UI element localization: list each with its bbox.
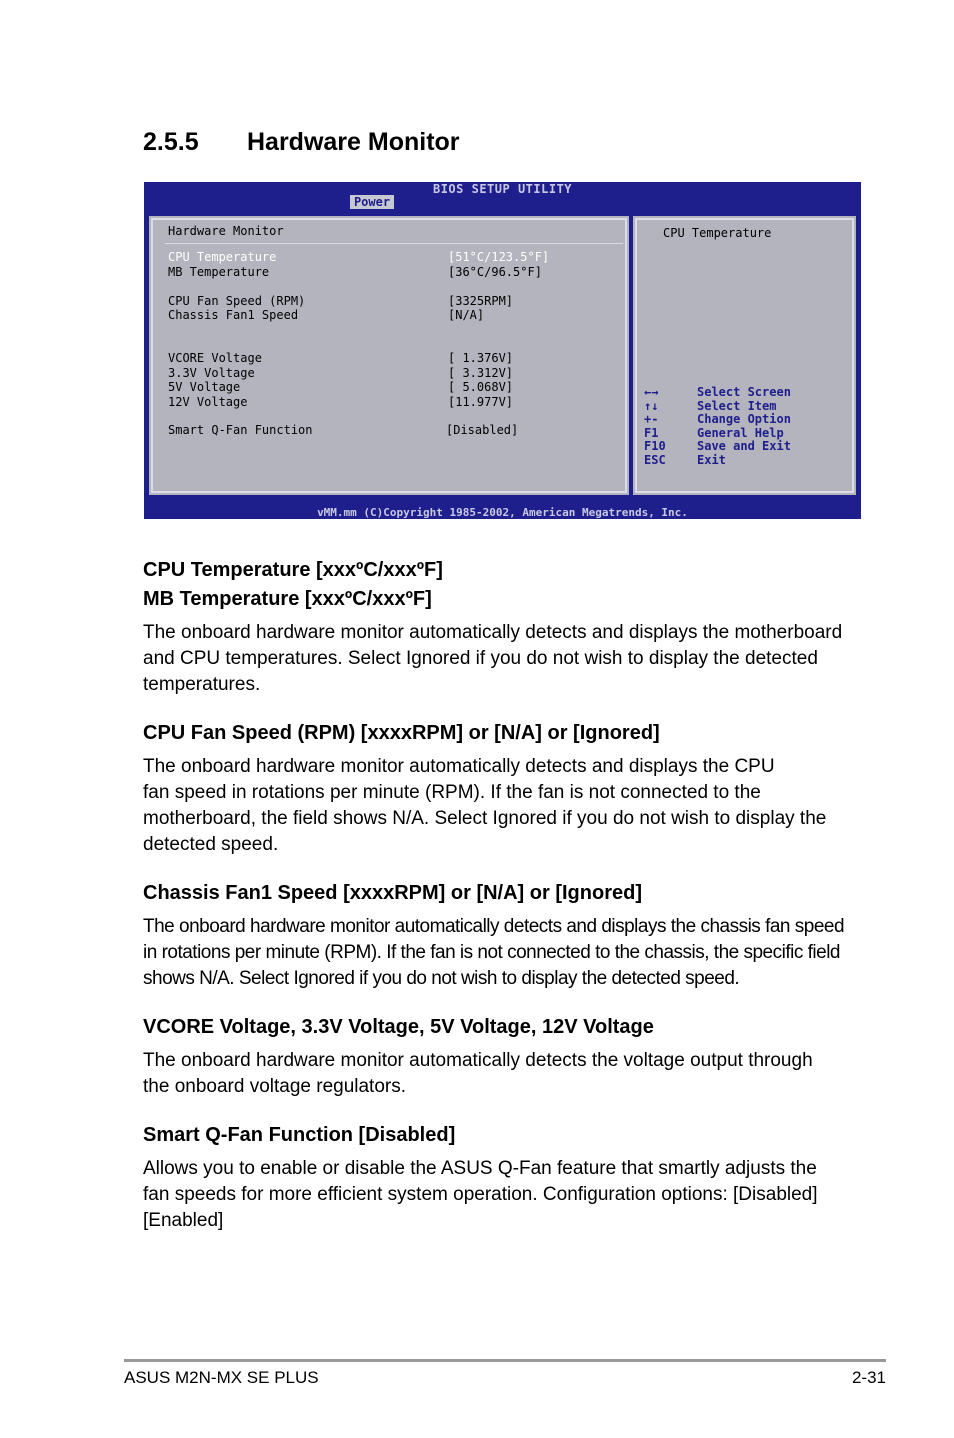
bios-title: BIOS SETUP UTILITY	[432, 182, 573, 196]
bios-key-select-item: ↑↓ Select Item	[644, 398, 777, 413]
bios-row-mb-temperature: MB Temperature [36°C/96.5°F]	[168, 264, 542, 279]
bios-key-save-exit: F10 Save and Exit	[644, 439, 791, 453]
bios-row-vcore-voltage: VCORE Voltage [ 1.376V]	[168, 351, 514, 365]
bios-help-title: CPU Temperature	[663, 226, 772, 240]
item-heading-smart-qfan: Smart Q-Fan Function [Disabled]	[143, 1124, 456, 1146]
section-heading	[143, 128, 460, 157]
bios-key-select-screen: ←→ Select Screen	[644, 385, 791, 399]
item-heading-mb-temperature: MB Temperature [xxxºC/xxxºF]	[143, 588, 432, 610]
item-heading-voltages: VCORE Voltage, 3.3V Voltage, 5V Voltage, 12V Voltage	[143, 1016, 654, 1038]
bios-key-exit: ESC Exit	[644, 452, 726, 467]
bios-row-smart-qfan: Smart Q-Fan Function [Disabled]	[168, 423, 519, 437]
section-number: 2.5.5	[143, 128, 199, 156]
item-text-smart-qfan: Allows you to enable or disable the ASUS Q-Fan feature that smartly adjusts the fan speeds for more efficient system operation. Configuration options: [Disabled] [Enabled]	[143, 1158, 818, 1231]
item-text-chassis-fan1-speed: The onboard hardware monitor automatically detects and displays the chassis fan speed in rotations per minute (RPM). If the fan is not connected to the chassis, the specific field shows N/A. Select Ignored if you do not wish to display the detected speed.	[143, 916, 845, 989]
item-text-temperature: The onboard hardware monitor automatically detects and displays the motherboard and CPU temperatures. Select Ignored if you do not wish to display the detected temperatures.	[143, 622, 843, 695]
bios-row-chassis-fan1-speed: Chassis Fan1 Speed [N/A]	[168, 308, 485, 322]
bios-row-3v3-voltage: 3.3V Voltage [ 3.312V]	[168, 365, 514, 380]
item-heading-chassis-fan1-speed: Chassis Fan1 Speed [xxxxRPM] or [N/A] or [Ignored]	[143, 882, 642, 904]
item-heading-cpu-fan-speed: CPU Fan Speed (RPM) [xxxxRPM] or [N/A] or [Ignored]	[143, 722, 660, 744]
footer-product-name: ASUS M2N-MX SE PLUS	[124, 1368, 319, 1387]
bios-copyright: vMM.mm (C)Copyright 1985-2002, American Megatrends, Inc.	[317, 506, 688, 519]
item-text-cpu-fan-speed: The onboard hardware monitor automatically detects and displays the CPU fan speed in rotations per minute (RPM). If the fan is not connected to the motherboard, the field shows N/A. Select Ignored if you do not wish to display the detected speed.	[143, 756, 827, 855]
bios-panel-divider	[165, 243, 623, 244]
bios-help-panel	[631, 214, 858, 497]
footer-divider	[124, 1359, 886, 1362]
bios-key-general-help: F1 General Help	[644, 425, 784, 440]
bios-row-12v-voltage: 12V Voltage [11.977V]	[168, 394, 514, 409]
bios-titlebar	[144, 182, 861, 210]
bios-screenshot	[144, 182, 861, 519]
item-heading-cpu-temperature: CPU Temperature [xxxºC/xxxºF]	[143, 559, 443, 581]
bios-main-panel	[147, 214, 631, 497]
bios-key-legend	[644, 386, 791, 467]
bios-panel-title: Hardware Monitor	[168, 224, 284, 238]
bios-row-cpu-fan-speed: CPU Fan Speed (RPM) [3325RPM]	[168, 293, 514, 308]
bios-tab-power: Power	[350, 195, 394, 209]
section-title: Hardware Monitor	[247, 128, 460, 156]
bios-row-5v-voltage: 5V Voltage [ 5.068V]	[168, 380, 514, 394]
item-text-voltages: The onboard hardware monitor automatically detects the voltage output through the onboard voltage regulators.	[143, 1050, 813, 1097]
bios-key-change-option: +- Change Option	[644, 412, 791, 426]
bios-row-cpu-temperature: CPU Temperature [51°C/123.5°F]	[168, 250, 550, 264]
footer-page-number: 2-31	[851, 1368, 886, 1387]
